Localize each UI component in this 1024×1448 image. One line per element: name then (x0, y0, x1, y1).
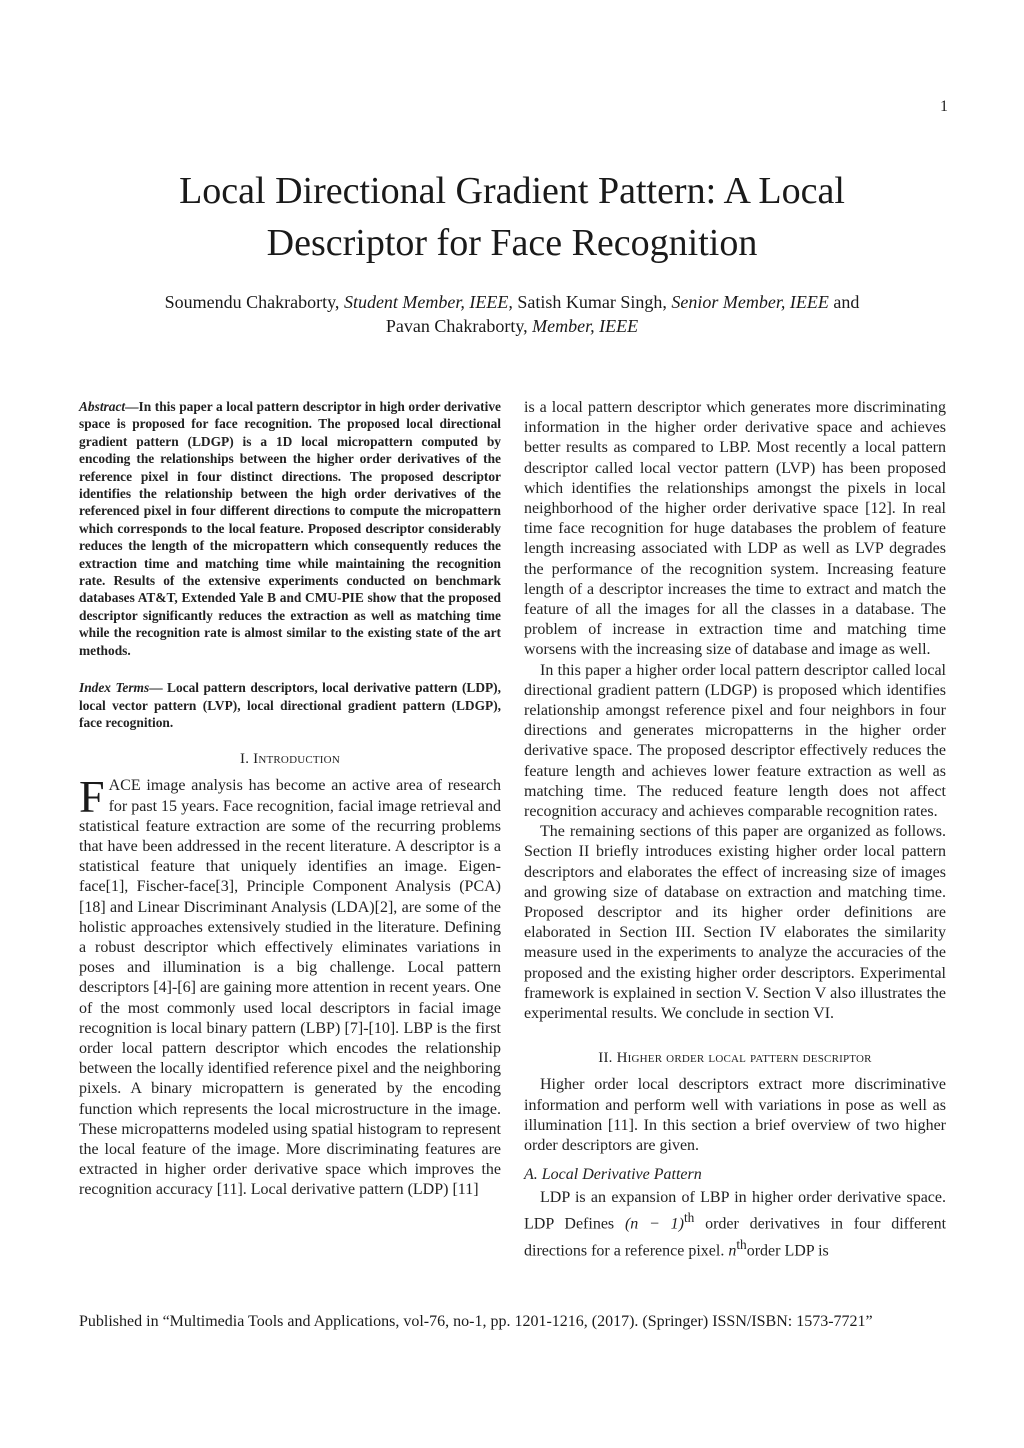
abstract-text: —In this paper a local pattern descriptor in high order derivative space is proposed for face recognition. The proposed local directional gradient pattern (LDGP) is a 1D local micropattern computed by encoding the relationships between the higher order derivatives of the reference pixel in four distinct directions. The proposed descriptor identifies the relationship between the high order derivatives of the referenced pixel in four different directions to compute the micropattern which corresponds to the local feature. Proposed descriptor considerably reduces the length of the micropattern which consequently reduces the extraction time and matching time while maintaining the recognition rate. Results of the extensive experiments conducted on benchmark databases AT&T, Extended Yale B and CMU-PIE show that the proposed descriptor significantly reduces the extraction as well as matching time while the recognition rate is almost similar to the existing state of the art methods. (79, 399, 501, 658)
author-1-role: Student Member, IEEE, (343, 292, 513, 312)
author-3-name: Pavan Chakraborty, (385, 316, 528, 336)
right-column (524, 398, 946, 1261)
ldp-math-sup-2: th (736, 1236, 747, 1252)
author-3-role: Member, IEEE (532, 316, 639, 336)
paper-title (100, 165, 924, 269)
section-2-paragraph-1: Higher order local descriptors extract more discriminative information and perform well with variations in pose as well as illumination [11]. In this section a brief overview of two higher order descriptors are given. (524, 1076, 946, 1154)
abstract-label: Abstract (79, 399, 126, 414)
ldp-text-2: order derivatives in four different directions for a reference pixel. (524, 1215, 947, 1260)
publication-footer: Published in “Multimedia Tools and Applications, vol-76, no-1, pp. 1201-1216, (2017). (Springer) ISSN/ISBN: 1573-7721” (79, 1313, 873, 1330)
section-2-numeral: II. (598, 1050, 613, 1067)
intro-paragraph-1-continued: is a local pattern descriptor which generates more discriminating information in the higher order derivative space and achieves better results as compared to LBP. Most recently a local pattern descriptor called local vector pattern (LVP) has been proposed which identifies the relationships amongst the pixels in local neighborhood of the higher order derivative space [12]. In real time face recognition for huge databases the problem of feature length increasing associated with LDP as well as LVP degrades the performance of the recognition system. Increasing feature length of a descriptor increases the time to extract and match the feature of all the images for all the classes in a database. The problem of increase in extraction time and matching time worsens with the increasing size of database and image as well. (524, 399, 946, 659)
index-terms (79, 679, 501, 731)
section-2-paragraph-2 (524, 1188, 946, 1261)
intro-paragraph-2: In this paper a higher order local pattern descriptor called local directional gradient pattern (LDGP) is proposed which identifies relationship amongst reference pixel and four neighbors in four directions and generates micropatterns in the higher order derivative space. The proposed descriptor effectively reduces the feature length and achieves lower feature extraction as well as matching time. The reduced feature length does not affect recognition accuracy and achieves comparable recognition rates. (524, 661, 946, 821)
intro-paragraph-1 (79, 771, 501, 1200)
section-1-heading (79, 751, 501, 768)
intro-paragraph-1-text: ACE image analysis has become an active area of research for past 15 years. Face recognition, facial image retrieval and statistical feature extraction are some of the recurring problems that have been addressed in the recent literature. A descriptor is a statistical feature that uniquely identifies an image. Eigen-face[1], Fischer-face[3], Principle Component Analysis (PCA)[18] and Linear Discriminant Analysis (LDA)[2], are some of the holistic approaches extensively studied in the literature. Defining a robust descriptor which effectively eliminates variations in poses and illumination is a big challenge. Local pattern descriptors [4]-[6] are gaining more attention in recent years. One of the most commonly used local descriptors in facial image recognition is local binary pattern (LBP) [7]-[10]. LBP is the first order local pattern descriptor which encodes the relationship between the locally identified reference pixel and the neighboring pixels. A binary micropattern is generated by the encoding function which represents the local microstructure in the image. These micropatterns modeled using spatial histogram to represent the local feature of the image. More discriminating features are extracted in higher order derivative space which improves the recognition accuracy [11]. Local derivative pattern (LDP) [11] (79, 777, 501, 1199)
ldp-math-n: n (728, 1242, 737, 1260)
ldp-math-order: (n − 1) (624, 1215, 684, 1233)
author-2-role: Senior Member, IEEE (671, 292, 829, 312)
author-2-name: Satish Kumar Singh, (517, 292, 667, 312)
section-2-title: Higher order local pattern descriptor (616, 1050, 872, 1067)
title-line-2: Descriptor for Face Recognition (266, 222, 758, 264)
drop-cap: F (79, 771, 105, 823)
page-number: 1 (940, 98, 948, 115)
section-1-numeral: I. (240, 751, 250, 768)
abstract (79, 398, 501, 659)
ldp-text-3: order LDP is (746, 1242, 829, 1260)
title-line-1: Local Directional Gradient Pattern: A Local (179, 170, 845, 212)
intro-paragraph-3: The remaining sections of this paper are organized as follows. Section II briefly introduces existing higher order local pattern descriptors and elaborates the effect of increasing size of images and growing size of database on extraction and matching time. Proposed descriptor and its higher order definitions are elaborated in Section III. Section IV elaborates the similarity measure used in the experiments to analyze the accuracies of the proposed and the existing higher order descriptors. Experimental framework is explained in section V. Section V also illustrates the experimental results. We conclude in section VI. (524, 823, 946, 1023)
author-conjunction: and (833, 292, 860, 312)
section-1-title: Introduction (253, 751, 340, 768)
author-1-name: Soumendu Chakraborty, (164, 292, 340, 312)
index-terms-text: — Local pattern descriptors, local derivative pattern (LDP), local vector pattern (LVP), local directional gradient pattern (LDGP), face recognition. (79, 680, 501, 730)
ldp-math-sup-1: th (683, 1210, 695, 1226)
author-list (90, 290, 934, 338)
index-terms-label: Index Terms (79, 680, 150, 696)
subsection-a-heading: A. Local Derivative Pattern (524, 1166, 702, 1184)
section-2-heading (524, 1050, 946, 1067)
left-column (79, 398, 501, 1201)
ldp-text-1: LDP is an expansion of LBP in higher order derivative space. LDP Defines (524, 1189, 946, 1233)
